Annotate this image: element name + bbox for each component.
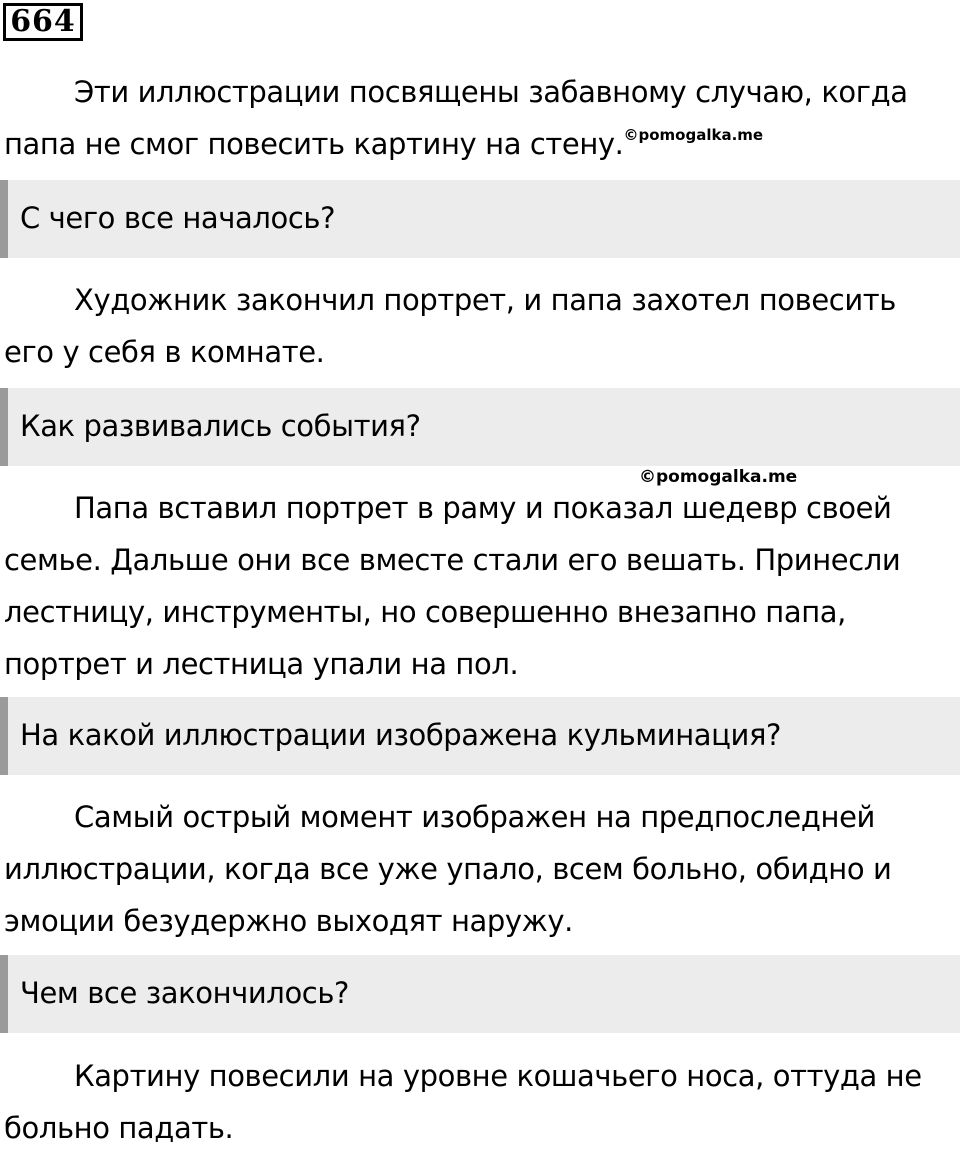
- watermark-inline: ©pomogalka.me: [623, 126, 764, 144]
- question-box-3: [0, 697, 960, 775]
- watermark-floating: ©pomogalka.me: [639, 467, 798, 487]
- intro-paragraph: [4, 66, 954, 170]
- question-box-4: [0, 955, 960, 1033]
- question-1: С чего все началось?: [20, 201, 336, 235]
- answer-1: Художник закончил портрет, и папа захотел повесить его у себя в комнате.: [4, 283, 896, 369]
- intro-text: Эти иллюстрации посвящены забавному случаю, когда папа не смог повесить картину на стену.: [4, 75, 908, 161]
- question-4: Чем все закончилось?: [20, 976, 350, 1010]
- question-3: На какой иллюстрации изображена кульминация?: [20, 718, 781, 752]
- question-box-2: [0, 388, 960, 466]
- task-number-badge: 664: [3, 3, 83, 41]
- question-2: Как развивались события?: [20, 409, 421, 443]
- question-box-1: [0, 180, 960, 258]
- answer-2: Папа вставил портрет в раму и показал шедевр своей семье. Дальше они все вместе стали его вешать. Принесли лестницу, инструменты, но совершенно внезапно папа, портрет и лестница упали на пол.: [4, 491, 901, 681]
- answer-4: Картину повесили на уровне кошачьего носа, оттуда не больно падать.: [4, 1059, 922, 1145]
- answer-3: Самый острый момент изображен на предпоследней иллюстрации, когда все уже упало, всем больно, обидно и эмоции безудержно выходят наружу.: [4, 800, 892, 938]
